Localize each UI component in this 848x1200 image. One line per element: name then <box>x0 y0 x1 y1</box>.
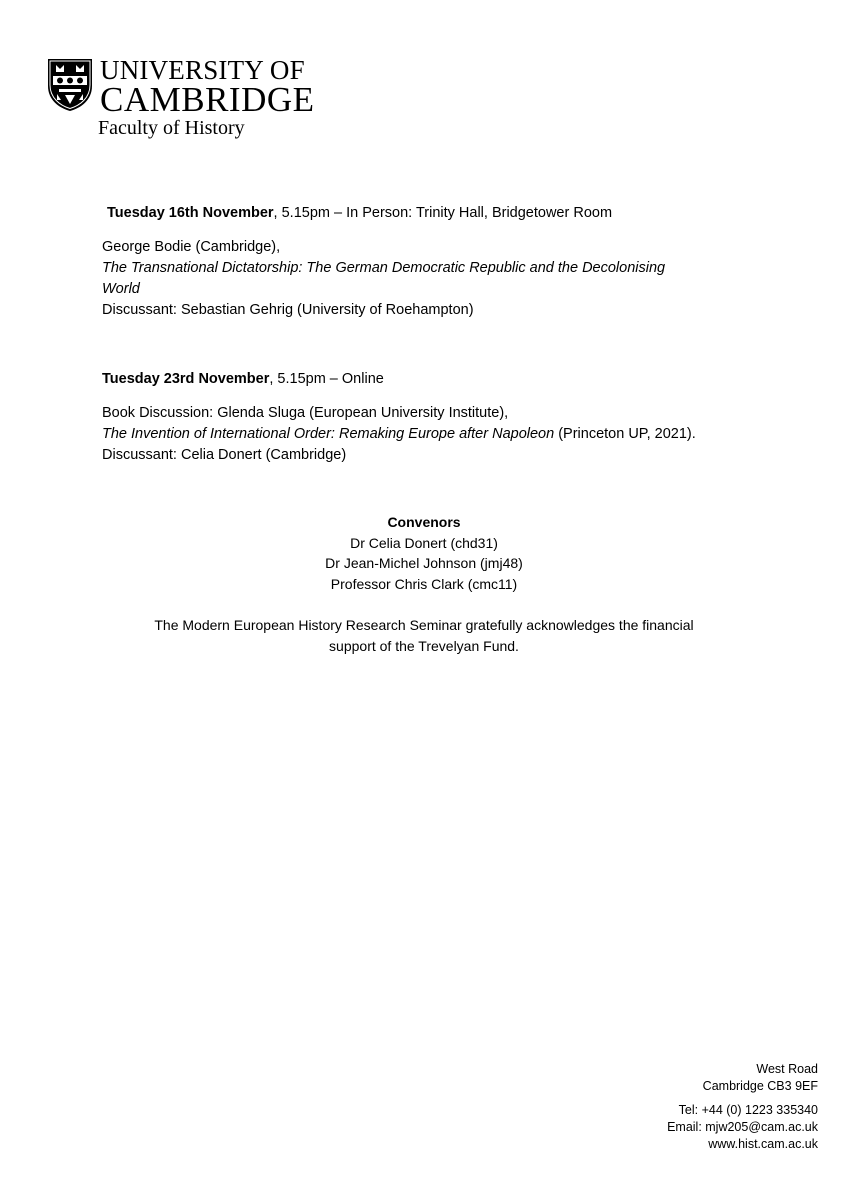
contact-web: www.hist.cam.ac.uk <box>708 1137 818 1151</box>
event-2-discussant: Discussant: Celia Donert (Cambridge) <box>102 447 347 463</box>
logo-university-of: UNIVERSITY OF <box>100 55 305 85</box>
event-1-title-line1: The Transnational Dictatorship: The German Democratic Republic and the Decolonising <box>102 260 666 276</box>
event-2-date: Tuesday 23rd November <box>102 371 270 387</box>
logo-cambridge: CAMBRIDGE <box>100 80 315 119</box>
contact-tel: Tel: +44 (0) 1223 335340 <box>678 1103 818 1117</box>
acknowledgement-line1: The Modern European History Research Seminar gratefully acknowledges the financial <box>154 617 694 633</box>
convenor-3: Professor Chris Clark (cmc11) <box>330 575 518 592</box>
event-1-detail: , 5.15pm – In Person: Trinity Hall, Bridgetower Room <box>273 205 613 221</box>
convenor-1: Dr Celia Donert (chd31) <box>350 534 498 551</box>
event-2-title-suffix: (Princeton UP, 2021). <box>554 426 696 442</box>
acknowledgement-line2: support of the Trevelyan Fund. <box>329 637 519 654</box>
address-city: Cambridge CB3 9EF <box>702 1079 818 1093</box>
contact-block <box>667 1102 818 1153</box>
event-1-date: Tuesday 16th November <box>107 205 274 221</box>
event-1-discussant: Discussant: Sebastian Gehrig (University of Roehampton) <box>102 302 474 318</box>
event-2-detail: , 5.15pm – Online <box>269 371 384 387</box>
faculty-name: Faculty of History <box>98 117 245 139</box>
event-2-speaker: Book Discussion: Glenda Sluga (European University Institute), <box>102 405 509 421</box>
event-2-title: The Invention of International Order: Remaking Europe after Napoleon <box>102 426 555 442</box>
event-1-title-line2: World <box>102 281 140 297</box>
event-2 <box>102 369 696 466</box>
acknowledgement <box>0 615 848 656</box>
convenors <box>0 512 848 594</box>
convenors-heading: Convenors <box>387 514 461 530</box>
convenor-2: Dr Jean-Michel Johnson (jmj48) <box>325 555 523 571</box>
address-block <box>703 1061 818 1095</box>
address-street: West Road <box>756 1062 818 1076</box>
university-crest-icon <box>47 58 93 112</box>
contact-email: Email: mjw205@cam.ac.uk <box>667 1120 818 1134</box>
event-1 <box>102 203 665 321</box>
event-1-speaker: George Bodie (Cambridge), <box>102 239 281 255</box>
